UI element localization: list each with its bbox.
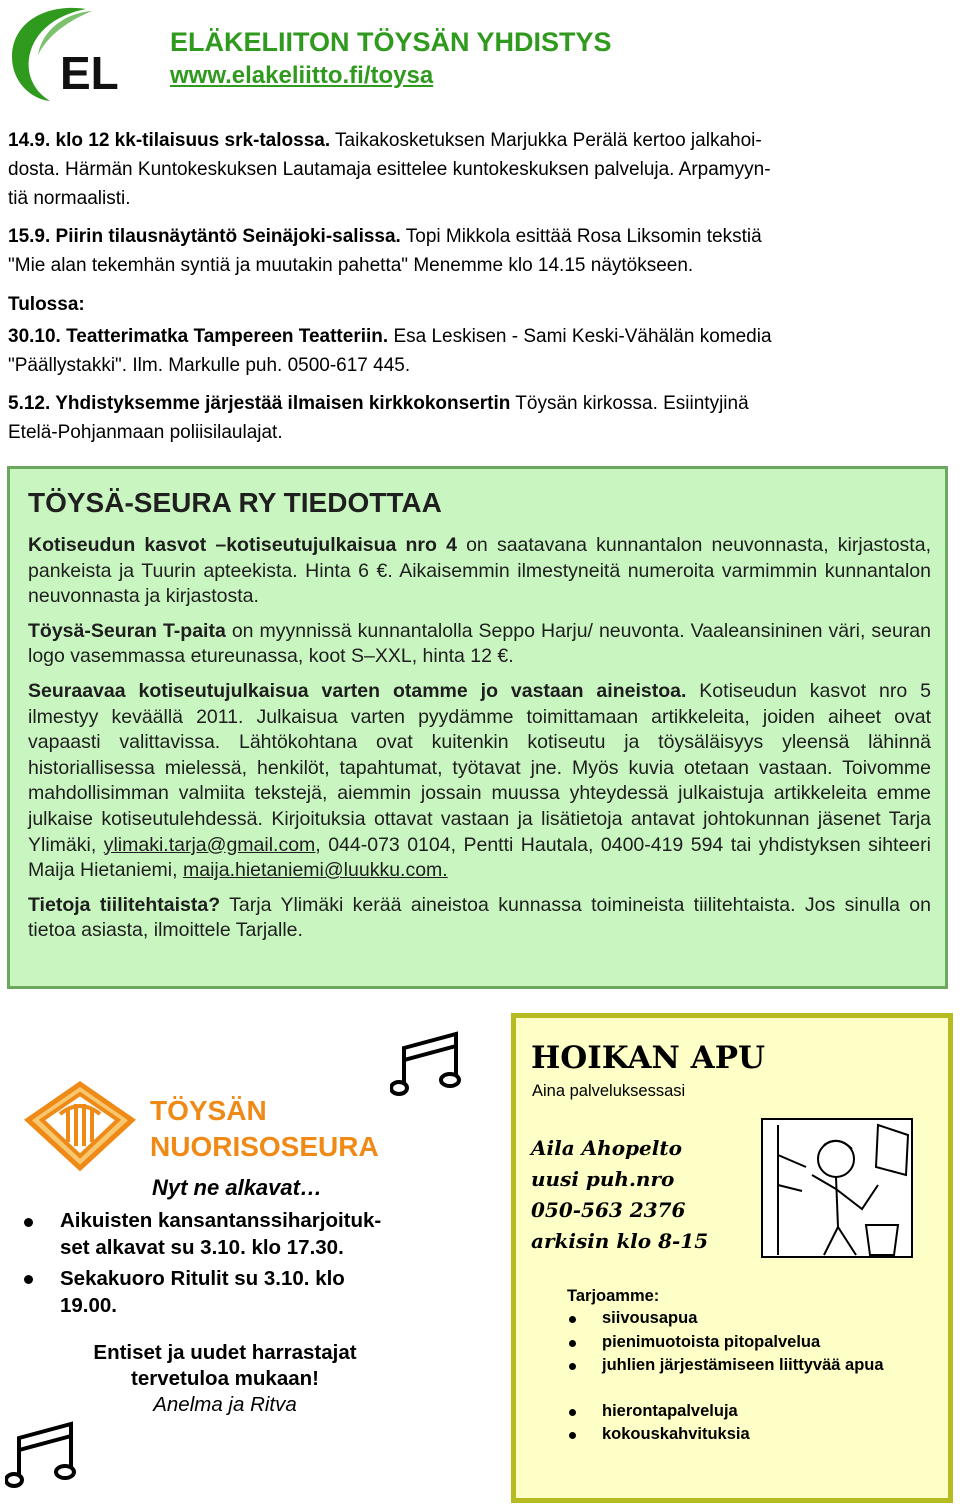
offer-item: juhlien järjestämiseen liittyvää apua [602, 1356, 884, 1374]
tiedottaa-paragraph-1 [28, 533, 931, 610]
p3-text-2: 044-073 0104, Pentti Hautala, 0400-419 594 tai yhdistyksen sihteeri Maija Hietaniemi, [28, 833, 931, 882]
upcoming-2 [8, 389, 953, 447]
el-logo [8, 3, 168, 103]
email-link-hietaniemi[interactable]: maija.hietaniemi@luukku.com. [182, 859, 448, 882]
upcoming-2-text-1: Töysän kirkossa. Esiintyjinä [510, 393, 749, 414]
p2-bold: Töysä-Seuran T-paita [28, 619, 226, 642]
event-1-text-3: tiä normaalisti. [8, 188, 131, 209]
tiedottaa-paragraph-3 [28, 679, 931, 884]
nuorisoseura-title [150, 1093, 379, 1165]
nuorisoseura-title-2: NUORISOSEURA [150, 1131, 379, 1162]
org-title: ELÄKELIITON TÖYSÄN YHDISTYS [170, 27, 612, 57]
bullet-dot [569, 1316, 576, 1323]
event-2-title: 15.9. Piirin tilausnäytäntö Seinäjoki-salissa. [8, 226, 401, 247]
offer-item: siivousapua [602, 1309, 698, 1327]
music-note-top-icon [390, 1028, 470, 1106]
event-2-text-1: Topi Mikkola esittää Rosa Liksomin tekstiä [400, 226, 762, 247]
hoikan-contact [531, 1133, 708, 1257]
contact-note: uusi puh.nro [531, 1167, 675, 1191]
offer-item: hierontapalveluja [602, 1402, 738, 1420]
bullet-dot [24, 1275, 33, 1284]
tiedottaa-paragraph-4 [28, 893, 931, 944]
offer-item: kokouskahvituksia [602, 1425, 750, 1443]
bullet-dot [569, 1363, 576, 1370]
nuorisoseura-subtitle: Nyt ne alkavat… [152, 1175, 322, 1200]
tulossa-label: Tulossa: [8, 294, 85, 315]
hoikan-title: HOIKAN APU [531, 1040, 766, 1076]
tiedottaa-paragraph-2 [28, 619, 931, 670]
contact-name: Aila Ahopelto [531, 1136, 682, 1160]
bullet-dot [569, 1409, 576, 1416]
music-note-bottom-icon [5, 1418, 85, 1498]
p2-text: on myynnissä kunnantalolla Seppo Harju/ neuvonta. Vaaleansininen väri, seuran logo vasemmassa etureunassa, koot S–XXL, hinta 12 €. [28, 619, 932, 668]
signature: Anelma ja Ritva [153, 1393, 297, 1416]
event-1 [8, 126, 953, 213]
upcoming-1-title: 30.10. Teatterimatka Tampereen Teatteriin. [8, 326, 389, 347]
p3-bold: Seuraavaa kotiseutujulkaisua varten otamme jo vastaan aineistoa. [28, 679, 687, 702]
tiedottaa-box [7, 466, 948, 989]
hoikan-subtitle: Aina palveluksessasi [532, 1082, 686, 1100]
org-url-link[interactable]: www.elakeliitto.fi/toysa [170, 62, 434, 89]
upcoming-1-text-2: "Päällystakki". Ilm. Markulle puh. 0500-617 445. [8, 355, 411, 376]
nuorisoseura-welcome [60, 1340, 390, 1418]
upcoming-1-text-1: Esa Leskisen - Sami Keski-Vähälän komedia [388, 326, 772, 347]
email-link-ylimaki[interactable]: ylimaki.tarja@gmail.com, [103, 833, 321, 856]
event-1-text-1: Taikakosketuksen Marjukka Perälä kertoo jalkahoi- [330, 130, 762, 151]
event-2 [8, 222, 953, 280]
contact-phone: 050-563 2376 [531, 1198, 686, 1222]
offers-section [567, 1285, 659, 1308]
offer-item: pienimuotoista pitopalvelua [602, 1333, 821, 1351]
helper-illustration-icon [758, 1115, 923, 1265]
upcoming-2-text-2: Etelä-Pohjanmaan poliisilaulajat. [8, 422, 283, 443]
tiedottaa-heading: TÖYSÄ-SEURA RY TIEDOTTAA [28, 487, 442, 518]
bullet-dot [24, 1218, 33, 1227]
logo-letters: EL [60, 47, 119, 99]
welcome-line-2: tervetuloa mukaan! [131, 1367, 319, 1390]
item-1-line-2: set alkavat su 3.10. klo 17.30. [60, 1236, 344, 1259]
p4-bold: Tietoja tiilitehtaista? [28, 893, 221, 916]
p4-text: Tarja Ylimäki kerää aineistoa kunnassa toimineista tiilitehtaista. Jos sinulla on tietoa asiasta, ilmoittele Tarjalle. [28, 893, 931, 942]
event-1-text-2: dosta. Härmän Kuntokeskuksen Lautamaja esittelee kuntokeskuksen palveluja. Arpamyyn- [8, 159, 771, 180]
upcoming-2-title: 5.12. Yhdistyksemme järjestää ilmaisen kirkkokonsertin [8, 393, 511, 414]
offers-label: Tarjoamme: [567, 1287, 660, 1305]
event-2-text-2: "Mie alan tekemhän syntiä ja muutakin pahetta" Menemme klo 14.15 näytökseen. [8, 255, 694, 276]
item-2-line-1: Sekakuoro Ritulit su 3.10. klo [60, 1267, 345, 1290]
p1-text: on saatavana kunnantalon neuvonnasta, kirjastosta, pankeista ja Tuurin apteekista. Hinta 6 €. Aikaisemmin ilmestyneitä numeroita varmimmin kunnantalon neuvonnasta ja kirjastosta. [28, 534, 931, 608]
upcoming-1 [8, 322, 953, 380]
item-1-line-1: Aikuisten kansantanssiharjoituk- [60, 1209, 382, 1232]
welcome-line-1: Entiset ja uudet harrastajat [93, 1341, 357, 1364]
p1-bold: Kotiseudun kasvot –kotiseutujulkaisua nro 4 [28, 534, 457, 556]
event-1-title: 14.9. klo 12 kk-tilaisuus srk-talossa. [8, 130, 331, 151]
nuorisoseura-item-2 [60, 1265, 440, 1319]
bullet-dot [569, 1432, 576, 1439]
contact-hours: arkisin klo 8-15 [531, 1229, 709, 1253]
nuorisoseura-item-1 [60, 1207, 440, 1261]
nuorisoseura-title-1: TÖYSÄN [150, 1095, 267, 1126]
nuorisoseura-logo-icon [24, 1080, 136, 1172]
item-2-line-2: 19.00. [60, 1294, 117, 1317]
p3-text: Kotiseudun kasvot nro 5 ilmestyy keväällä 2011. Julkaisua varten pyydämme toimittamaan artikkeleita, joiden aiheet ovat vapaasti valittavissa. Lähtökohtana ovat kuitenkin kotiseutu ja töysäläisyys yleensä lähinnä historiallisessa mielessä, henkilöt, tapahtumat, työtavat jne. Myös kuvia otetaan vastaan. Toivomme mahdollisimman valmiita tekstejä, aiemmin jossain muussa yhteydessä julkaistuja artikkeleita emme julkaise kotiseutulehdessä. Kirjoituksia ottavat vastaan ja lisätietoja antavat johtokunnan jäsenet Tarja Ylimäki, [28, 679, 931, 856]
bullet-dot [569, 1340, 576, 1347]
